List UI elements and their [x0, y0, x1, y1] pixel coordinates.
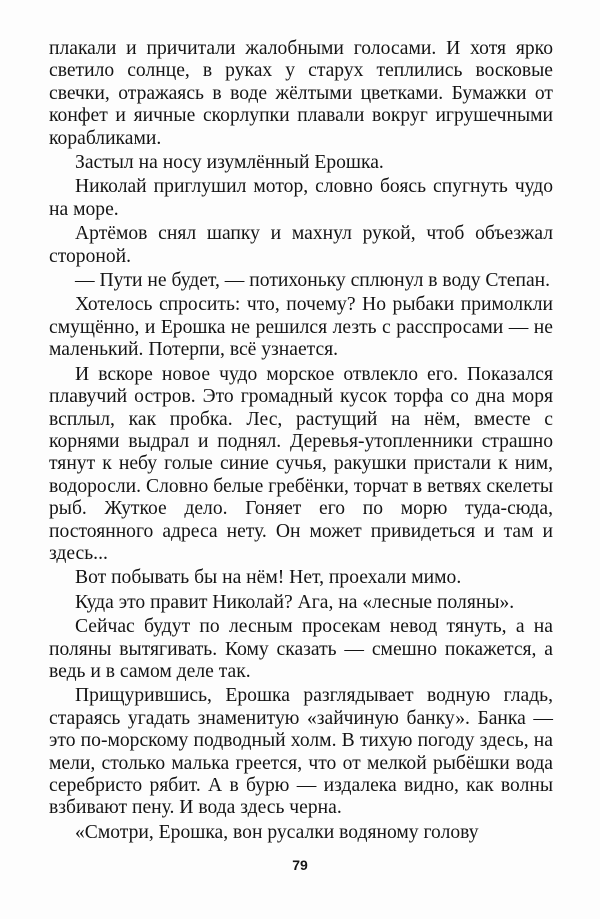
paragraph-11: Прищурившись, Ерошка разглядывает водную гладь, стараясь угадать знаменитую «зайчиную банку». Банка — это по-морскому подводный холм. В тихую погоду здесь, на мели, столько малька греется, что от мелкой рыбёшки вода серебристо рябит. А в бурю — издалека видно, как волны взбивают пену. И вода здесь черна. [49, 685, 553, 819]
paragraph-5: — Пути не будет, — потихоньку сплюнул в воду Степан. [75, 270, 551, 292]
paragraph-9: Куда это правит Николай? Ага, на «лесные поляны». [75, 591, 515, 613]
paragraph-8: Вот побывать бы на нём! Нет, проехали мимо. [75, 567, 462, 589]
paragraph-6: Хотелось спросить: что, почему? Но рыбаки примолкли смущённо, и Ерошка не решился лезть с расспросами — не маленький. Потерпи, всё узнается. [49, 294, 553, 361]
page-number: 79 [292, 857, 308, 873]
body-text [49, 38, 553, 846]
paragraph-1: плакали и причитали жалобными голосами. И хотя ярко светило солнце, в руках у старух теплились восковые свечки, отражаясь в воде жёлтыми цветками. Бумажки от конфет и яичные скорлупки плавали вокруг игрушечными корабликами. [49, 38, 553, 149]
paragraph-3: Николай приглушил мотор, словно боясь спугнуть чудо на море. [49, 176, 553, 220]
paragraph-2: Застыл на носу изумлённый Ерошка. [75, 152, 384, 174]
paragraph-7: И вскоре новое чудо морское отвлекло его. Показался плавучий остров. Это громадный кусок торфа со дна моря всплыл, как пробка. Лес, растущий на нём, вместе с корнями выдрал и поднял. Деревья-утопленники страшно тянут к небу голые синие сучья, ракушки пристали к ним, водоросли. Словно белые гребёнки, торчат в ветвях скелеты рыб. Жуткое дело. Гоняет его по морю туда-сюда, постоянного адреса нету. Он может привидеться и там и здесь... [49, 363, 553, 564]
paragraph-10: Сейчас будут по лесным просекам невод тянуть, а на поляны вытягивать. Кому сказать — смешно покажется, а ведь и в самом деле так. [49, 616, 553, 682]
paragraph-4: Артёмов снял шапку и махнул рукой, чтоб объезжал стороной. [49, 223, 553, 267]
paragraph-12: «Смотри, Ерошка, вон русалки водяному голову [75, 821, 479, 843]
